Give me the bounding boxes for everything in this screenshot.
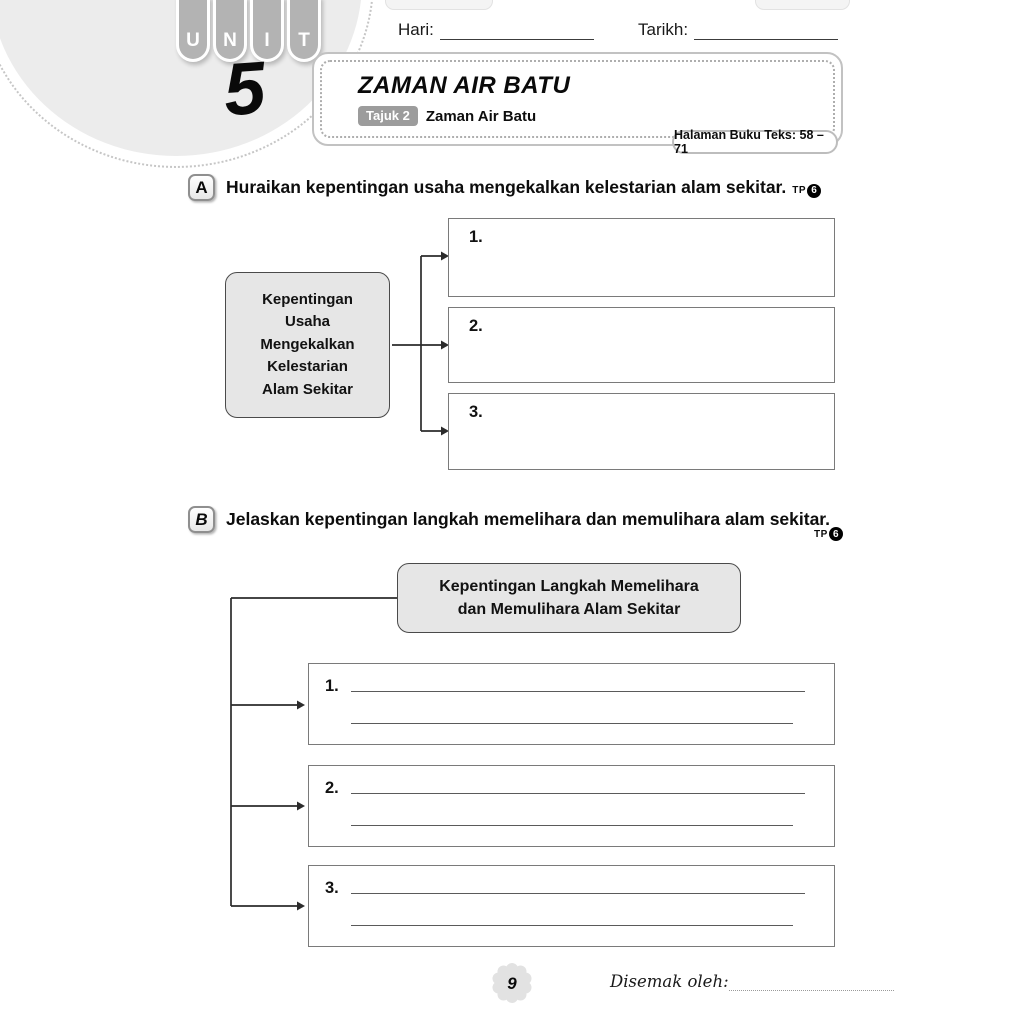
section-b-header <box>188 506 868 533</box>
unit-letter: N <box>223 30 237 51</box>
hari-label: Hari: <box>398 20 434 39</box>
write-line[interactable] <box>351 723 793 724</box>
section-b-badge: B <box>188 506 215 533</box>
hari-write-line[interactable] <box>440 21 594 40</box>
unit-letter: U <box>186 30 200 51</box>
tp-label: TP <box>792 185 807 196</box>
page-title: ZAMAN AIR BATU <box>358 72 571 99</box>
answer-number: 1. <box>325 677 339 695</box>
topic-row <box>358 106 536 126</box>
answer-number: 3. <box>325 879 339 897</box>
checked-by-write-line[interactable] <box>729 973 894 991</box>
source-box-line2: dan Memulihara Alam Sekitar <box>457 601 681 618</box>
decorative-top-tab <box>385 0 493 10</box>
page-number: 9 <box>507 974 517 993</box>
write-line[interactable] <box>351 691 805 692</box>
source-box-line1: Kepentingan Langkah Memelihara <box>439 577 699 595</box>
section-a-badge: A <box>188 174 215 201</box>
answer-box-a1[interactable] <box>448 218 835 297</box>
section-a-tp <box>792 184 821 198</box>
section-b-question-text: Jelaskan kepentingan langkah memelihara dan memulihara alam sekitar. <box>226 509 831 529</box>
section-a-question <box>226 174 821 200</box>
section-b-source-box <box>397 563 741 633</box>
answer-number: 1. <box>469 228 483 246</box>
tarikh-field <box>638 20 838 40</box>
checked-by-row <box>610 972 894 991</box>
unit-number: 5 <box>221 45 268 132</box>
tp-level-badge: 6 <box>807 184 821 198</box>
checked-by-label: Disemak oleh: <box>610 972 729 991</box>
answer-number: 2. <box>469 317 483 335</box>
textbook-pages-pill: Halaman Buku Teks: 58 – 71 <box>672 130 838 154</box>
tarikh-label: Tarikh: <box>638 20 689 39</box>
unit-letter-tab <box>287 0 321 62</box>
tp-level-badge: 6 <box>829 527 843 541</box>
hari-field <box>398 20 594 40</box>
tp-label: TP <box>814 528 828 540</box>
write-line[interactable] <box>351 893 805 894</box>
section-b-question <box>226 506 830 532</box>
answer-number: 3. <box>469 403 483 421</box>
unit-letter: T <box>298 30 310 51</box>
answer-number: 2. <box>325 779 339 797</box>
write-line[interactable] <box>351 925 793 926</box>
unit-letter: I <box>264 30 270 51</box>
section-a-connector-arrows <box>388 210 452 476</box>
answer-box-b2[interactable] <box>308 765 835 847</box>
unit-letter-tab <box>176 0 210 62</box>
section-b-tp <box>814 527 843 541</box>
answer-box-b1[interactable] <box>308 663 835 745</box>
answer-box-b3[interactable] <box>308 865 835 947</box>
decorative-top-tab <box>755 0 850 10</box>
topic-name: Zaman Air Batu <box>425 107 537 125</box>
write-line[interactable] <box>351 825 793 826</box>
answer-box-a3[interactable] <box>448 393 835 470</box>
topic-badge: Tajuk 2 <box>358 106 418 126</box>
section-a-header <box>188 174 868 201</box>
section-a-question-text: Huraikan kepentingan usaha mengekalkan kelestarian alam sekitar. <box>226 177 787 197</box>
tarikh-write-line[interactable] <box>694 21 838 40</box>
section-a-source-box: Kepentingan Usaha Mengekalkan Kelestarian Alam Sekitar <box>225 272 390 418</box>
answer-box-a2[interactable] <box>448 307 835 383</box>
page-number-badge <box>492 963 532 1005</box>
write-line[interactable] <box>351 793 805 794</box>
